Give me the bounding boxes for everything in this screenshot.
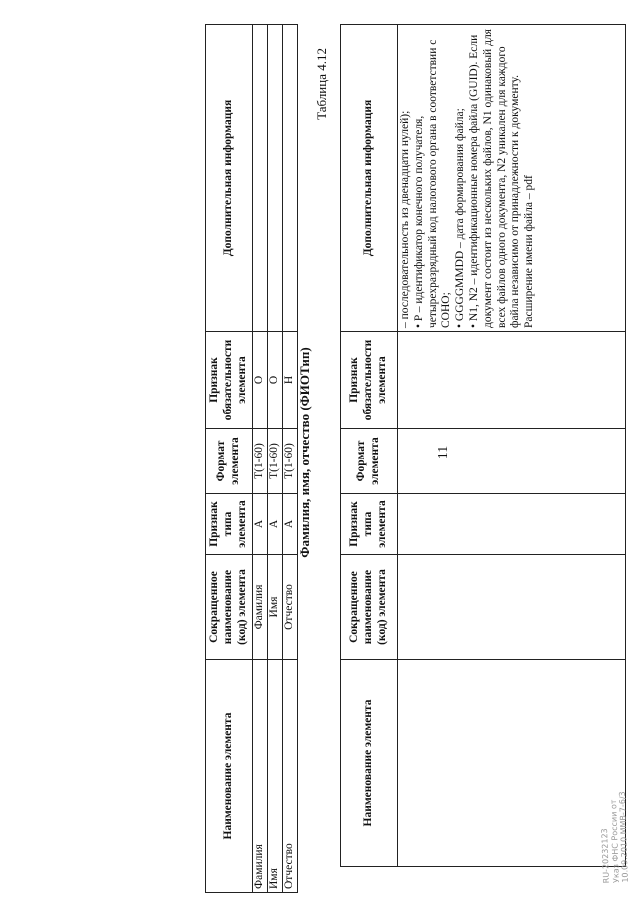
table-row [253, 25, 268, 893]
header-type: Признак типа элемента [206, 494, 253, 555]
cell-required: О [253, 332, 268, 429]
header-code: Сокращенное наименование (код) элемента [206, 555, 253, 660]
cell-type: А [253, 494, 268, 555]
header-info: Дополнительная информация [341, 25, 398, 332]
header-name: Наименование элемента [341, 660, 398, 867]
cell-info [268, 25, 283, 332]
table-row [268, 25, 283, 893]
table-header-row [341, 25, 398, 867]
page-number: 11 [436, 445, 451, 460]
cell-info [398, 25, 626, 332]
cell-name: Фамилия [253, 660, 268, 893]
cell-code: Отчество [283, 555, 298, 660]
cell-name [398, 660, 626, 867]
table-row [398, 25, 626, 867]
header-required: Признак обязательности элемента [341, 332, 398, 429]
table-title: Фамилия, имя, отчество (ФИОТип) [297, 347, 312, 558]
fio-table [205, 24, 298, 893]
info-line: • P – идентификатор конечного получателя, четырехразрядный код налогового органа в соответствии с СОНО; [412, 39, 453, 328]
header-code: Сокращенное наименование (код) элемента [341, 555, 398, 660]
header-info: Дополнительная информация [206, 25, 253, 332]
info-line: Расширение имени файла – pdf [523, 175, 536, 328]
table-header-row [206, 25, 253, 893]
stamp-line: RU-20232123 [600, 828, 611, 884]
continued-table [340, 24, 626, 867]
table-row [283, 25, 298, 893]
header-name: Наименование элемента [206, 660, 253, 893]
cell-format [398, 429, 626, 494]
header-type: Признак типа элемента [341, 494, 398, 555]
cell-code [398, 555, 626, 660]
header-format: Формат элемента [341, 429, 398, 494]
cell-code: Фамилия [253, 555, 268, 660]
cell-required [398, 332, 626, 429]
cell-info [283, 25, 298, 332]
cell-name: Отчество [283, 660, 298, 893]
cell-name: Имя [268, 660, 283, 893]
cell-type [398, 494, 626, 555]
info-line: • N1, N2 – идентификационные номера файла (GUID). Если документ состоит из нескольких файлов, N1 одинаковый для всех файлов одного документа, N2 уникален для каждого файла независимо от принадлежности к документу. [467, 29, 522, 328]
cell-required: О [268, 332, 283, 429]
info-line: – последовательность из двенадцати нулей); [399, 110, 411, 328]
registration-stamp [598, 773, 631, 884]
header-required: Признак обязательности элемента [206, 332, 253, 429]
cell-type: А [283, 494, 298, 555]
cell-code: Имя [268, 555, 283, 660]
stamp-line: Указ ФНС России от 10.09.2010 ММВ-7-6/3 [608, 791, 631, 884]
cell-format: T(1-60) [268, 429, 283, 494]
cell-format: T(1-60) [283, 429, 298, 494]
cell-required: Н [283, 332, 298, 429]
header-format: Формат элемента [206, 429, 253, 494]
info-line: • GGGGMMDD – дата формирования файла; [454, 108, 467, 328]
table-number-label: Таблица 4.12 [314, 48, 329, 120]
cell-type: А [268, 494, 283, 555]
cell-info [253, 25, 268, 332]
cell-format: T(1-60) [253, 429, 268, 494]
